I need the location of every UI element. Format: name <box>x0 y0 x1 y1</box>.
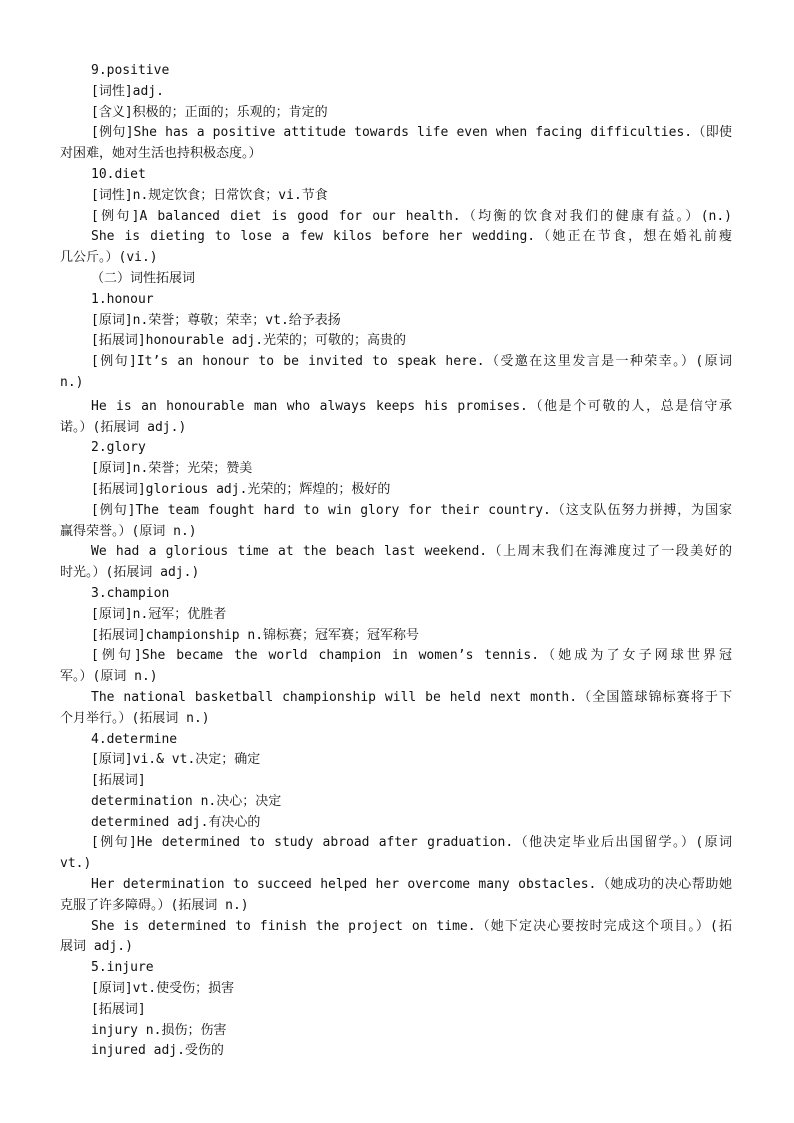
text-line: determination n.决心；决定 <box>91 793 282 809</box>
text-line: [拓展词] <box>91 1001 146 1017</box>
text-line: [原词]n.荣誉；尊敬；荣幸；vt.给予表扬 <box>91 312 341 328</box>
text-line: 展词 adj.) <box>60 939 133 955</box>
text-line: [原词]vt.使受伤；损害 <box>91 981 235 997</box>
text-line: [词性]adj. <box>91 83 164 99</box>
text-line: determined adj.有决心的 <box>91 814 261 830</box>
text-line: [例句]The team fought hard to win glory for their country.（这支队伍努力拼搏，为国家 <box>91 502 732 518</box>
text-line: 诺。）(拓展词 adj.) <box>60 419 187 435</box>
text-line: [原词]n.荣誉；光荣；赞美 <box>91 461 253 477</box>
text-line: [拓展词]championship n.锦标赛；冠军赛；冠军称号 <box>91 627 420 643</box>
text-line: 5.injure <box>91 960 154 976</box>
text-line: injury n.损伤；伤害 <box>91 1022 227 1038</box>
text-line: injured adj.受伤的 <box>91 1043 224 1059</box>
text-line: [原词]vi.& vt.决定；确定 <box>91 752 261 768</box>
text-line: 克服了许多障碍。）(拓展词 n.) <box>60 897 249 913</box>
text-line: 时光。）(拓展词 adj.) <box>60 565 200 581</box>
text-line: 4.determine <box>91 731 178 747</box>
text-line: [例句]He determined to study abroad after graduation.（他决定毕业后出国留学。）(原词 <box>91 835 732 851</box>
text-line: The national basketball championship will be held next month.（全国篮球锦标赛将于下 <box>91 689 732 705</box>
text-line: [词性]n.规定饮食；日常饮食；vi.节食 <box>91 187 328 203</box>
text-line: 个月举行。）(拓展词 n.) <box>60 710 210 726</box>
text-line: 几公斤。）(vi.) <box>60 250 158 266</box>
text-line: [拓展词]glorious adj.光荣的；辉煌的；极好的 <box>91 481 391 497</box>
text-line: [原词]n.冠军；优胜者 <box>91 606 227 622</box>
text-line: 军。）(原词 n.) <box>60 669 158 685</box>
text-line: [拓展词]honourable adj.光荣的；可敬的；高贵的 <box>91 333 407 349</box>
text-line: 1.honour <box>91 291 154 307</box>
text-line: vt.) <box>60 856 92 872</box>
text-line: [例句]She became the world champion in women’s tennis.（她成为了女子网球世界冠 <box>91 648 732 664</box>
text-line: （二）词性拓展词 <box>91 270 196 286</box>
text-line: He is an honourable man who always keeps his promises.（他是个可敬的人，总是信守承 <box>91 398 732 414</box>
text-line: We had a glorious time at the beach last weekend.（上周末我们在海滩度过了一段美好的 <box>91 544 732 560</box>
text-line: Her determination to succeed helped her overcome many obstacles.（她成功的决心帮助她 <box>91 877 732 893</box>
text-line: 3.champion <box>91 585 170 601</box>
text-line: 9.positive <box>91 63 170 78</box>
text-line: 对困难，她对生活也持积极态度。） <box>60 146 262 162</box>
text-line: 2.glory <box>91 440 146 456</box>
text-line: [拓展词] <box>91 773 146 789</box>
text-line: [例句]She has a positive attitude towards life even when facing difficulties.（即使 <box>91 125 732 141</box>
text-line: [含义]积极的；正面的；乐观的；肯定的 <box>91 104 328 120</box>
text-line: She is determined to finish the project on time.（她下定决心要按时完成这个项目。）(拓 <box>91 918 732 934</box>
text-line: [例句]It’s an honour to be invited to speak here.（受邀在这里发言是一种荣幸。）(原词 <box>91 354 732 370</box>
text-line: n.) <box>60 374 84 390</box>
text-line: 10.diet <box>91 166 146 182</box>
text-line: 赢得荣誉。）(原词 n.) <box>60 523 197 539</box>
text-line: [例句]A balanced diet is good for our health.（均衡的饮食对我们的健康有益。）(n.) <box>91 208 732 224</box>
text-line: She is dieting to lose a few kilos before her wedding.（她正在节食，想在婚礼前瘦 <box>91 229 732 245</box>
